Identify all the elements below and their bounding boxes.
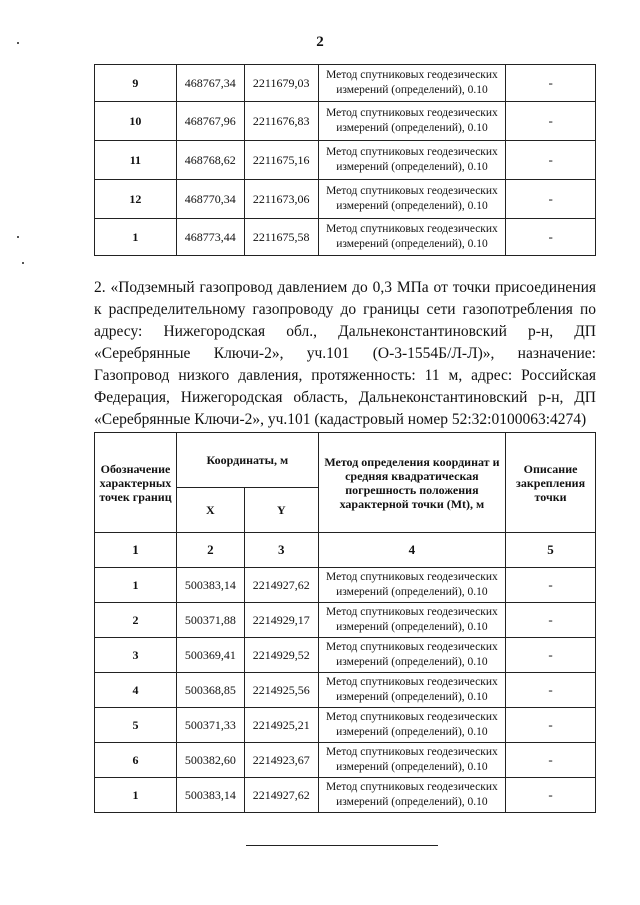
method-cell: Метод спутниковых геодезических измерений (определений), 0.10 — [318, 603, 505, 638]
description-cell: - — [506, 778, 596, 813]
coordinates-table-continued — [94, 64, 596, 256]
coord-y: 2214925,56 — [244, 673, 318, 708]
method-cell: Метод спутниковых геодезических измерений (определений), 0.10 — [318, 102, 506, 141]
scan-mark — [17, 236, 19, 238]
point-number: 3 — [95, 638, 177, 673]
description-cell: - — [506, 65, 596, 102]
table-row — [95, 743, 596, 778]
coord-y: 2211676,83 — [244, 102, 318, 141]
description-cell: - — [506, 568, 596, 603]
header-method: Метод определения координат и средняя квадратическая погрешность положения характерной точки (Mt), м — [318, 433, 505, 533]
table-row — [95, 568, 596, 603]
method-cell: Метод спутниковых геодезических измерений (определений), 0.10 — [318, 708, 505, 743]
description-cell: - — [506, 673, 596, 708]
table-row — [95, 708, 596, 743]
point-number: 1 — [95, 219, 177, 256]
method-cell: Метод спутниковых геодезических измерений (определений), 0.10 — [318, 568, 505, 603]
column-index: 5 — [506, 533, 596, 568]
point-number: 6 — [95, 743, 177, 778]
description-cell: - — [506, 743, 596, 778]
point-number: 9 — [95, 65, 177, 102]
object-description-paragraph: 2. «Подземный газопровод давлением до 0,3 МПа от точки присоединения к распределительному газопроводу до границы сети газопотребления по адресу: Нижегородская обл., Дальнеконстантиновский р-н, ДП «Серебрянные Ключи-2», уч.101 (О-3-1554Б/Л-Л)», назначение: Газопровод низкого давления, протяженность: 11 м, адрес: Российская Федерация, Нижегородская область, Дальнеконстантиновский р-н, ДП «Серебрянные Ключи-2», уч.101 (кадастровый номер 52:32:0100063:4274) — [94, 279, 596, 428]
method-cell: Метод спутниковых геодезических измерений (определений), 0.10 — [318, 219, 506, 256]
column-index: 2 — [176, 533, 244, 568]
coord-x: 500371,33 — [176, 708, 244, 743]
coord-x: 500371,88 — [176, 603, 244, 638]
column-index-row — [95, 533, 596, 568]
method-cell: Метод спутниковых геодезических измерений (определений), 0.10 — [318, 743, 505, 778]
column-index: 3 — [244, 533, 318, 568]
method-cell: Метод спутниковых геодезических измерений (определений), 0.10 — [318, 638, 505, 673]
column-index: 1 — [95, 533, 177, 568]
table-row — [95, 141, 596, 180]
header-designation: Обозначение характерных точек границ — [95, 433, 177, 533]
table-row — [95, 102, 596, 141]
header-x: X — [176, 488, 244, 533]
coord-x: 468770,34 — [176, 180, 244, 219]
table-row — [95, 778, 596, 813]
coord-y: 2214925,21 — [244, 708, 318, 743]
method-cell: Метод спутниковых геодезических измерений (определений), 0.10 — [318, 65, 506, 102]
description-cell: - — [506, 219, 596, 256]
method-cell: Метод спутниковых геодезических измерений (определений), 0.10 — [318, 778, 505, 813]
column-index: 4 — [318, 533, 505, 568]
point-number: 1 — [95, 778, 177, 813]
coord-x: 468773,44 — [176, 219, 244, 256]
point-number: 4 — [95, 673, 177, 708]
coord-x: 468768,62 — [176, 141, 244, 180]
table-row — [95, 180, 596, 219]
coord-x: 500383,14 — [176, 778, 244, 813]
method-cell: Метод спутниковых геодезических измерений (определений), 0.10 — [318, 180, 506, 219]
description-cell: - — [506, 141, 596, 180]
coord-x: 500383,14 — [176, 568, 244, 603]
point-number: 12 — [95, 180, 177, 219]
method-cell: Метод спутниковых геодезических измерений (определений), 0.10 — [318, 673, 505, 708]
point-number: 10 — [95, 102, 177, 141]
point-number: 1 — [95, 568, 177, 603]
table-row — [95, 219, 596, 256]
coord-y: 2214929,52 — [244, 638, 318, 673]
table-row — [95, 65, 596, 102]
coordinates-table — [94, 432, 596, 813]
table-row — [95, 673, 596, 708]
description-cell: - — [506, 708, 596, 743]
coord-y: 2214927,62 — [244, 568, 318, 603]
description-cell: - — [506, 603, 596, 638]
method-cell: Метод спутниковых геодезических измерений (определений), 0.10 — [318, 141, 506, 180]
coord-y: 2214927,62 — [244, 778, 318, 813]
description-cell: - — [506, 180, 596, 219]
coord-y: 2211679,03 — [244, 65, 318, 102]
coord-x: 500368,85 — [176, 673, 244, 708]
coord-y: 2211675,58 — [244, 219, 318, 256]
header-y: Y — [244, 488, 318, 533]
description-cell: - — [506, 102, 596, 141]
table-row — [95, 603, 596, 638]
coord-y: 2214923,67 — [244, 743, 318, 778]
coord-y: 2211675,16 — [244, 141, 318, 180]
coord-x: 500382,60 — [176, 743, 244, 778]
coord-x: 468767,34 — [176, 65, 244, 102]
point-number: 2 — [95, 603, 177, 638]
header-description: Описание закрепления точки — [506, 433, 596, 533]
description-cell: - — [506, 638, 596, 673]
point-number: 5 — [95, 708, 177, 743]
point-number: 11 — [95, 141, 177, 180]
coord-y: 2211673,06 — [244, 180, 318, 219]
coord-y: 2214929,17 — [244, 603, 318, 638]
header-coordinates: Координаты, м — [176, 433, 318, 488]
page-number: 2 — [316, 34, 324, 50]
footer-divider — [246, 845, 438, 846]
table-row — [95, 638, 596, 673]
coord-x: 500369,41 — [176, 638, 244, 673]
coord-x: 468767,96 — [176, 102, 244, 141]
scan-mark — [22, 262, 24, 264]
